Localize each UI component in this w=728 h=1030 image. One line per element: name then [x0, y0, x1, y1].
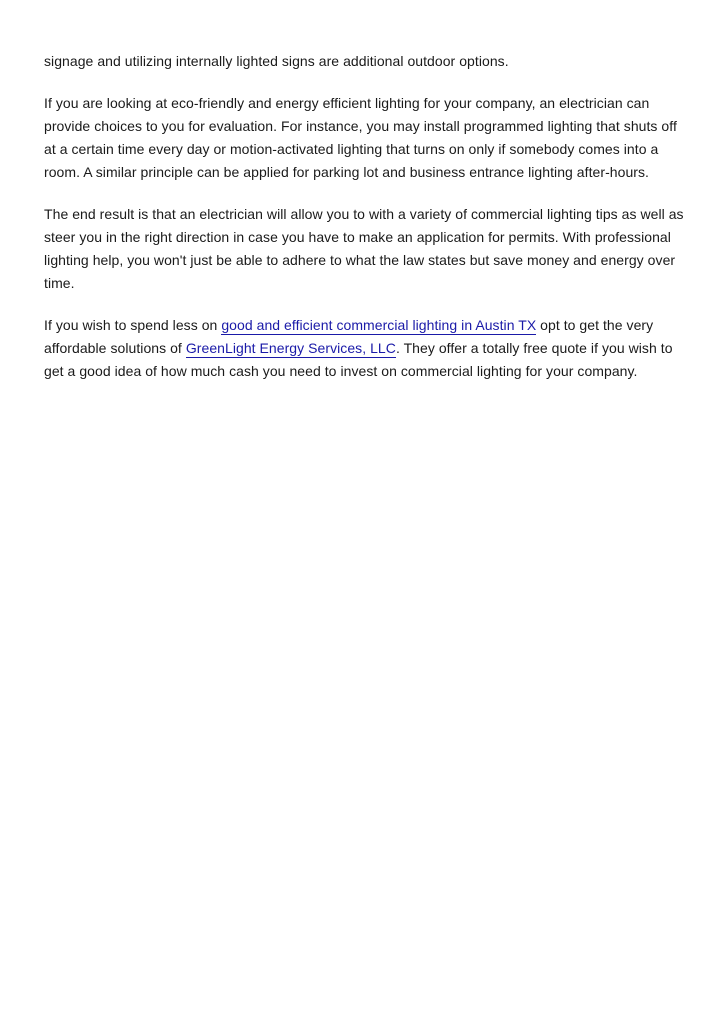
text-between-links: opt to get the very affordable solutions of — [44, 317, 654, 356]
paragraph-signage: signage and utilizing internally lighted signs are additional outdoor options. — [44, 53, 509, 69]
austin-commercial-lighting-link[interactable]: good and efficient commercial lighting in Austin TX — [221, 317, 537, 333]
greenlight-energy-link[interactable]: GreenLight Energy Services, LLC — [185, 340, 396, 356]
paragraph-eco-friendly-lighting: If you are looking at eco-friendly and energy efficient lighting for your company, an electrician can provide choices to you for evaluation. For instance, you may install programmed lighting that shuts off at a certain time every day or motion-activated lighting that turns on only if somebody comes into a room. A similar principle can be applied for parking lot and business entrance lighting after-hours. — [44, 95, 677, 180]
paragraph-end-result: The end result is that an electrician will allow you to with a variety of commercial lighting tips as well as steer you in the right direction in case you have to make an application for permits. With professional lighting help, you won't just be able to adhere to what the law states but save money and energy over time. — [44, 206, 684, 291]
text-after-link2: . They offer a totally free quote if you wish to get a good idea of how much cash you need to invest on commercial lighting for your company. — [44, 340, 673, 379]
document-body — [44, 50, 688, 402]
paragraph-spend-less — [44, 314, 688, 383]
text-before-link1: If you wish to spend less on — [44, 317, 222, 333]
